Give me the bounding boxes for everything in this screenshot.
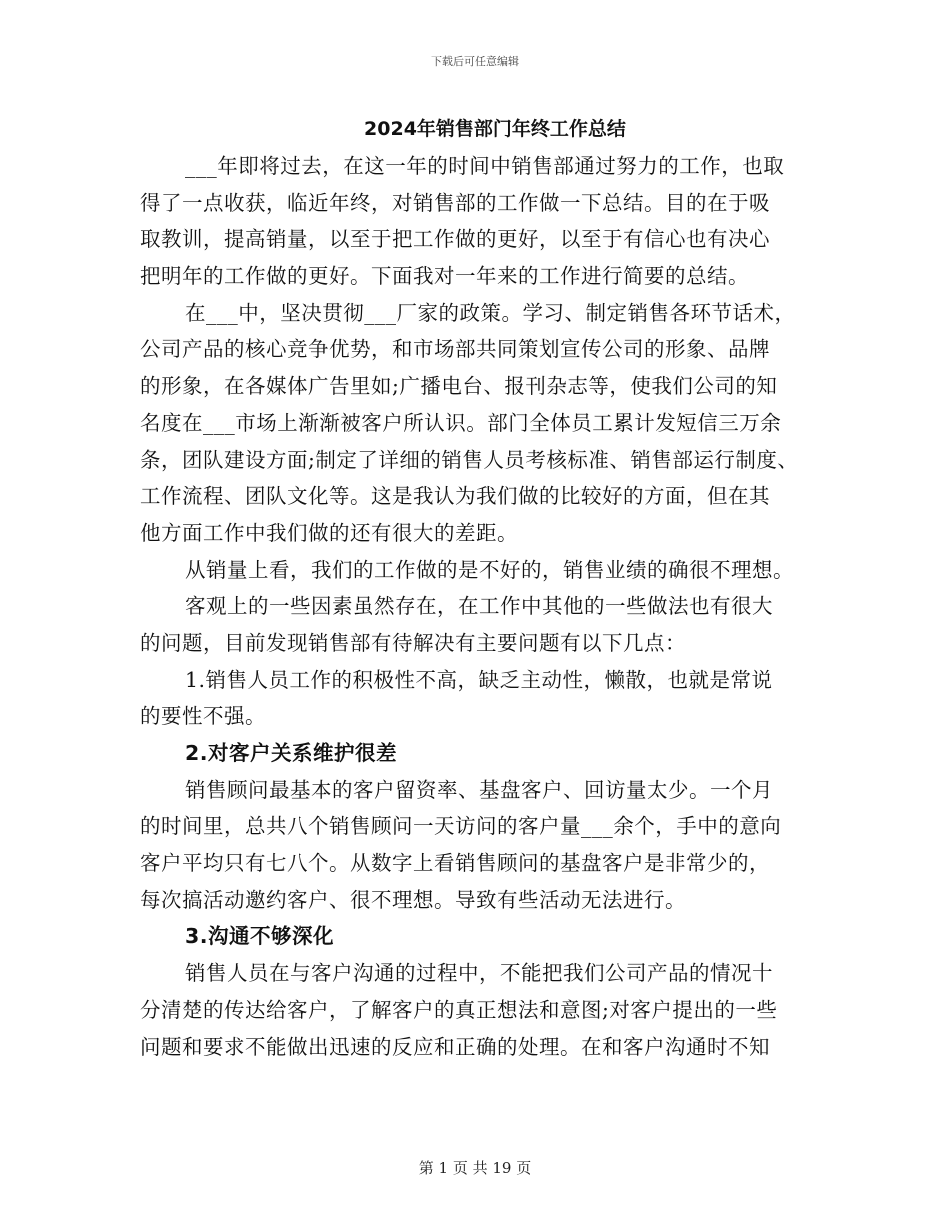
text-line: 的问题，目前发现销售部有待解决有主要问题有以下几点： — [140, 630, 686, 655]
text-line: 把明年的工作做的更好。下面我对一年来的工作进行简要的总结。 — [140, 264, 749, 289]
text-line: 的形象，在各媒体广告里如;广播电台、报刊杂志等，使我们公司的知 — [140, 374, 778, 399]
text-line: 分清楚的传达给客户，了解客户的真正想法和意图;对客户提出的一些 — [140, 997, 778, 1022]
text-line: 销售顾问最基本的客户留资率、基盘客户、回访量太少。一个月 — [185, 777, 773, 802]
text-line: 的要性不强。 — [140, 704, 266, 729]
text-line: 1.销售人员工作的积极性不高，缺乏主动性，懒散，也就是常说 — [185, 667, 773, 692]
text-line: 得了一点收获，临近年终，对销售部的工作做一下总结。目的在于吸 — [140, 190, 770, 215]
text-line: 客户平均只有七八个。从数字上看销售顾问的基盘客户是非常少的， — [140, 851, 770, 876]
text-line: 客观上的一些因素虽然存在，在工作中其他的一些做法也有很大 — [185, 594, 773, 619]
text-line: 名度在___市场上渐渐被客户所认识。部门全体员工累计发短信三万余 — [140, 410, 782, 435]
text-line: 的时间里，总共八个销售顾问一天访问的客户量___余个，手中的意向 — [140, 814, 782, 839]
header-note: 下载后可任意编辑 — [431, 55, 519, 68]
document-body — [140, 148, 830, 1065]
text-line: 他方面工作中我们做的还有很大的差距。 — [140, 520, 518, 545]
text-line: 每次搞活动邀约客户、很不理想。导致有些活动无法进行。 — [140, 887, 686, 912]
text-line: 工作流程、团队文化等。这是我认为我们做的比较好的方面，但在其 — [140, 484, 770, 509]
text-line: 条，团队建设方面;制定了详细的销售人员考核标准、销售部运行制度、 — [140, 447, 799, 472]
text-line: ___年即将过去，在这一年的时间中销售部通过努力的工作，也取 — [185, 154, 785, 178]
section-heading: 2.对客户关系维护很差 — [185, 741, 398, 765]
text-line: 从销量上看，我们的工作做的是不好的，销售业绩的确很不理想。 — [185, 557, 794, 582]
text-line: 公司产品的核心竞争优势，和市场部共同策划宣传公司的形象、品牌 — [140, 337, 770, 362]
document-title: 2024年销售部门年终工作总结 — [364, 118, 626, 140]
section-heading: 3.沟通不够深化 — [185, 924, 335, 949]
text-line: 问题和要求不能做出迅速的反应和正确的处理。在和客户沟通时不知 — [140, 1034, 770, 1059]
text-line: 销售人员在与客户沟通的过程中，不能把我们公司产品的情况十 — [185, 961, 773, 986]
page-number-footer: 第 1 页 共 19 页 — [418, 1159, 532, 1177]
text-line: 取教训，提高销量，以至于把工作做的更好，以至于有信心也有决心 — [140, 227, 770, 252]
text-line: 在___中，坚决贯彻___厂家的政策。学习、制定销售各环节话术， — [185, 300, 796, 325]
